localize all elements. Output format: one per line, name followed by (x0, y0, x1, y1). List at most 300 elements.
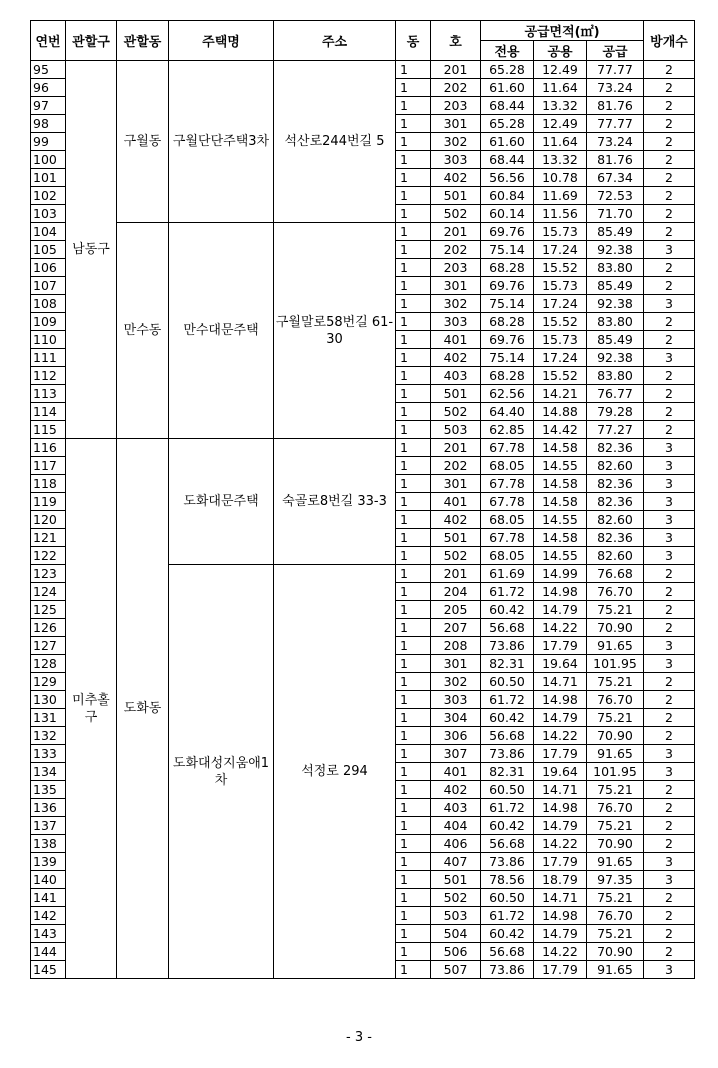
room-count: 3 (644, 637, 695, 655)
supply-area: 82.36 (587, 529, 644, 547)
common-area: 19.64 (534, 655, 587, 673)
exclusive-area: 82.31 (481, 763, 534, 781)
common-area: 17.79 (534, 637, 587, 655)
row-number: 104 (31, 223, 66, 241)
supply-area: 70.90 (587, 619, 644, 637)
building-number: 1 (396, 61, 431, 79)
row-number: 122 (31, 547, 66, 565)
building-number: 1 (396, 205, 431, 223)
room-count: 2 (644, 907, 695, 925)
supply-area: 76.68 (587, 565, 644, 583)
exclusive-area: 65.28 (481, 61, 534, 79)
room-count: 2 (644, 565, 695, 583)
exclusive-area: 56.68 (481, 727, 534, 745)
district-cell: 남동구 (66, 61, 117, 439)
exclusive-area: 67.78 (481, 529, 534, 547)
room-count: 3 (644, 961, 695, 979)
neighborhood-cell: 구월동 (117, 61, 169, 223)
address-cell: 숙골로8번길 33-3 (274, 439, 396, 565)
exclusive-area: 69.76 (481, 223, 534, 241)
room-count: 2 (644, 115, 695, 133)
unit-number: 204 (431, 583, 481, 601)
row-number: 120 (31, 511, 66, 529)
unit-number: 502 (431, 547, 481, 565)
building-number: 1 (396, 331, 431, 349)
unit-number: 203 (431, 259, 481, 277)
row-number: 102 (31, 187, 66, 205)
building-number: 1 (396, 115, 431, 133)
common-area: 12.49 (534, 115, 587, 133)
room-count: 2 (644, 79, 695, 97)
building-number: 1 (396, 187, 431, 205)
room-count: 2 (644, 403, 695, 421)
room-count: 2 (644, 889, 695, 907)
unit-number: 402 (431, 511, 481, 529)
exclusive-area: 73.86 (481, 961, 534, 979)
common-area: 14.99 (534, 565, 587, 583)
unit-number: 303 (431, 151, 481, 169)
supply-area: 76.70 (587, 907, 644, 925)
row-number: 101 (31, 169, 66, 187)
room-count: 2 (644, 925, 695, 943)
row-number: 133 (31, 745, 66, 763)
unit-number: 301 (431, 277, 481, 295)
common-area: 14.98 (534, 907, 587, 925)
row-number: 145 (31, 961, 66, 979)
building-number: 1 (396, 871, 431, 889)
common-area: 14.21 (534, 385, 587, 403)
supply-area: 75.21 (587, 817, 644, 835)
room-count: 2 (644, 421, 695, 439)
exclusive-area: 68.28 (481, 313, 534, 331)
unit-number: 402 (431, 169, 481, 187)
room-count: 2 (644, 187, 695, 205)
building-number: 1 (396, 781, 431, 799)
exclusive-area: 56.68 (481, 943, 534, 961)
common-area: 14.98 (534, 799, 587, 817)
common-area: 14.22 (534, 727, 587, 745)
unit-number: 401 (431, 331, 481, 349)
room-count: 2 (644, 691, 695, 709)
building-number: 1 (396, 79, 431, 97)
unit-number: 506 (431, 943, 481, 961)
exclusive-area: 73.86 (481, 745, 534, 763)
row-number: 100 (31, 151, 66, 169)
unit-number: 503 (431, 421, 481, 439)
row-number: 109 (31, 313, 66, 331)
building-number: 1 (396, 241, 431, 259)
row-number: 115 (31, 421, 66, 439)
building-number: 1 (396, 907, 431, 925)
supply-area: 70.90 (587, 835, 644, 853)
row-number: 98 (31, 115, 66, 133)
building-number: 1 (396, 619, 431, 637)
address-cell: 구월말로58번길 61-30 (274, 223, 396, 439)
common-area: 14.79 (534, 925, 587, 943)
supply-area: 83.80 (587, 313, 644, 331)
exclusive-area: 73.86 (481, 853, 534, 871)
supply-area: 73.24 (587, 133, 644, 151)
room-count: 2 (644, 673, 695, 691)
row-number: 137 (31, 817, 66, 835)
header-dong: 관할동 (117, 21, 169, 61)
header-common-area: 공용 (534, 41, 587, 61)
unit-number: 406 (431, 835, 481, 853)
row-number: 134 (31, 763, 66, 781)
supply-area: 91.65 (587, 745, 644, 763)
supply-area: 101.95 (587, 655, 644, 673)
room-count: 2 (644, 367, 695, 385)
unit-number: 304 (431, 709, 481, 727)
common-area: 15.73 (534, 223, 587, 241)
common-area: 15.73 (534, 277, 587, 295)
row-number: 116 (31, 439, 66, 457)
building-number: 1 (396, 97, 431, 115)
building-number: 1 (396, 763, 431, 781)
unit-number: 402 (431, 349, 481, 367)
room-count: 2 (644, 223, 695, 241)
supply-area: 85.49 (587, 223, 644, 241)
room-count: 3 (644, 871, 695, 889)
supply-area: 91.65 (587, 637, 644, 655)
exclusive-area: 56.56 (481, 169, 534, 187)
supply-area: 82.36 (587, 475, 644, 493)
house-name-cell: 만수대문주택 (169, 223, 274, 439)
common-area: 14.79 (534, 817, 587, 835)
supply-area: 79.28 (587, 403, 644, 421)
unit-number: 203 (431, 97, 481, 115)
room-count: 2 (644, 61, 695, 79)
unit-number: 407 (431, 853, 481, 871)
header-no: 연번 (31, 21, 66, 61)
unit-number: 401 (431, 763, 481, 781)
row-number: 119 (31, 493, 66, 511)
common-area: 14.22 (534, 835, 587, 853)
building-number: 1 (396, 493, 431, 511)
unit-number: 501 (431, 385, 481, 403)
row-number: 117 (31, 457, 66, 475)
room-count: 2 (644, 601, 695, 619)
common-area: 14.55 (534, 511, 587, 529)
common-area: 17.24 (534, 241, 587, 259)
row-number: 138 (31, 835, 66, 853)
room-count: 3 (644, 511, 695, 529)
building-number: 1 (396, 349, 431, 367)
row-number: 131 (31, 709, 66, 727)
room-count: 2 (644, 277, 695, 295)
building-number: 1 (396, 709, 431, 727)
unit-number: 502 (431, 205, 481, 223)
exclusive-area: 73.86 (481, 637, 534, 655)
common-area: 14.71 (534, 673, 587, 691)
room-count: 3 (644, 349, 695, 367)
exclusive-area: 61.72 (481, 907, 534, 925)
supply-area: 76.70 (587, 691, 644, 709)
building-number: 1 (396, 295, 431, 313)
building-number: 1 (396, 367, 431, 385)
supply-area: 77.77 (587, 61, 644, 79)
unit-number: 302 (431, 673, 481, 691)
supply-area: 76.70 (587, 583, 644, 601)
building-number: 1 (396, 259, 431, 277)
exclusive-area: 75.14 (481, 241, 534, 259)
building-number: 1 (396, 853, 431, 871)
exclusive-area: 68.44 (481, 97, 534, 115)
row-number: 97 (31, 97, 66, 115)
room-count: 2 (644, 151, 695, 169)
unit-number: 202 (431, 241, 481, 259)
exclusive-area: 60.50 (481, 889, 534, 907)
building-number: 1 (396, 655, 431, 673)
common-area: 13.32 (534, 151, 587, 169)
address-cell: 석정로 294 (274, 565, 396, 979)
room-count: 2 (644, 205, 695, 223)
common-area: 14.55 (534, 547, 587, 565)
table-row (31, 439, 695, 457)
exclusive-area: 67.78 (481, 493, 534, 511)
row-number: 124 (31, 583, 66, 601)
supply-area: 82.36 (587, 439, 644, 457)
housing-supply-table (30, 20, 695, 979)
row-number: 123 (31, 565, 66, 583)
exclusive-area: 61.72 (481, 583, 534, 601)
supply-area: 83.80 (587, 259, 644, 277)
exclusive-area: 56.68 (481, 835, 534, 853)
row-number: 112 (31, 367, 66, 385)
building-number: 1 (396, 385, 431, 403)
room-count: 2 (644, 835, 695, 853)
room-count: 3 (644, 475, 695, 493)
exclusive-area: 68.05 (481, 547, 534, 565)
address-cell: 석산로244번길 5 (274, 61, 396, 223)
room-count: 2 (644, 799, 695, 817)
building-number: 1 (396, 817, 431, 835)
row-number: 128 (31, 655, 66, 673)
common-area: 11.56 (534, 205, 587, 223)
supply-area: 82.60 (587, 547, 644, 565)
unit-number: 502 (431, 889, 481, 907)
unit-number: 201 (431, 439, 481, 457)
room-count: 2 (644, 727, 695, 745)
row-number: 141 (31, 889, 66, 907)
building-number: 1 (396, 547, 431, 565)
room-count: 3 (644, 241, 695, 259)
room-count: 2 (644, 331, 695, 349)
header-area-group: 공급면적(㎡) (481, 21, 644, 41)
row-number: 105 (31, 241, 66, 259)
common-area: 17.24 (534, 349, 587, 367)
unit-number: 507 (431, 961, 481, 979)
room-count: 2 (644, 817, 695, 835)
room-count: 2 (644, 169, 695, 187)
exclusive-area: 61.72 (481, 691, 534, 709)
exclusive-area: 69.76 (481, 277, 534, 295)
table-body (31, 61, 695, 979)
table-row (31, 223, 695, 241)
common-area: 12.49 (534, 61, 587, 79)
common-area: 14.71 (534, 781, 587, 799)
header-unit: 호 (431, 21, 481, 61)
room-count: 2 (644, 259, 695, 277)
header-address: 주소 (274, 21, 396, 61)
building-number: 1 (396, 889, 431, 907)
building-number: 1 (396, 151, 431, 169)
supply-area: 71.70 (587, 205, 644, 223)
exclusive-area: 60.50 (481, 673, 534, 691)
supply-area: 83.80 (587, 367, 644, 385)
exclusive-area: 75.14 (481, 295, 534, 313)
exclusive-area: 60.42 (481, 817, 534, 835)
common-area: 14.55 (534, 457, 587, 475)
common-area: 17.79 (534, 853, 587, 871)
supply-area: 85.49 (587, 277, 644, 295)
exclusive-area: 60.42 (481, 601, 534, 619)
building-number: 1 (396, 925, 431, 943)
building-number: 1 (396, 691, 431, 709)
building-number: 1 (396, 421, 431, 439)
house-name-cell: 도화대성지움애1차 (169, 565, 274, 979)
common-area: 14.98 (534, 583, 587, 601)
supply-area: 75.21 (587, 889, 644, 907)
supply-area: 97.35 (587, 871, 644, 889)
common-area: 14.22 (534, 619, 587, 637)
table-row (31, 61, 695, 79)
row-number: 135 (31, 781, 66, 799)
row-number: 136 (31, 799, 66, 817)
row-number: 126 (31, 619, 66, 637)
unit-number: 501 (431, 529, 481, 547)
supply-area: 67.34 (587, 169, 644, 187)
header-exclusive-area: 전용 (481, 41, 534, 61)
exclusive-area: 68.28 (481, 367, 534, 385)
unit-number: 301 (431, 655, 481, 673)
header-supply-area: 공급 (587, 41, 644, 61)
common-area: 14.58 (534, 439, 587, 457)
row-number: 125 (31, 601, 66, 619)
exclusive-area: 68.28 (481, 259, 534, 277)
unit-number: 302 (431, 295, 481, 313)
header-gu: 관할구 (66, 21, 117, 61)
unit-number: 403 (431, 367, 481, 385)
row-number: 129 (31, 673, 66, 691)
neighborhood-cell: 만수동 (117, 223, 169, 439)
building-number: 1 (396, 565, 431, 583)
unit-number: 502 (431, 403, 481, 421)
row-number: 107 (31, 277, 66, 295)
exclusive-area: 60.42 (481, 709, 534, 727)
common-area: 17.24 (534, 295, 587, 313)
supply-area: 91.65 (587, 961, 644, 979)
row-number: 140 (31, 871, 66, 889)
row-number: 142 (31, 907, 66, 925)
room-count: 2 (644, 385, 695, 403)
house-name-cell: 도화대문주택 (169, 439, 274, 565)
exclusive-area: 56.68 (481, 619, 534, 637)
unit-number: 201 (431, 565, 481, 583)
unit-number: 303 (431, 691, 481, 709)
row-number: 95 (31, 61, 66, 79)
building-number: 1 (396, 169, 431, 187)
building-number: 1 (396, 637, 431, 655)
row-number: 144 (31, 943, 66, 961)
unit-number: 208 (431, 637, 481, 655)
common-area: 13.32 (534, 97, 587, 115)
exclusive-area: 61.60 (481, 133, 534, 151)
supply-area: 75.21 (587, 709, 644, 727)
room-count: 2 (644, 943, 695, 961)
room-count: 3 (644, 745, 695, 763)
supply-area: 92.38 (587, 349, 644, 367)
building-number: 1 (396, 223, 431, 241)
common-area: 14.22 (534, 943, 587, 961)
unit-number: 205 (431, 601, 481, 619)
common-area: 15.52 (534, 313, 587, 331)
exclusive-area: 60.42 (481, 925, 534, 943)
unit-number: 202 (431, 457, 481, 475)
common-area: 14.79 (534, 601, 587, 619)
supply-area: 75.21 (587, 601, 644, 619)
exclusive-area: 68.05 (481, 457, 534, 475)
common-area: 14.58 (534, 493, 587, 511)
exclusive-area: 64.40 (481, 403, 534, 421)
exclusive-area: 61.72 (481, 799, 534, 817)
unit-number: 402 (431, 781, 481, 799)
supply-area: 77.27 (587, 421, 644, 439)
supply-area: 70.90 (587, 727, 644, 745)
common-area: 18.79 (534, 871, 587, 889)
row-number: 143 (31, 925, 66, 943)
room-count: 2 (644, 709, 695, 727)
room-count: 3 (644, 547, 695, 565)
exclusive-area: 82.31 (481, 655, 534, 673)
unit-number: 202 (431, 79, 481, 97)
row-number: 110 (31, 331, 66, 349)
common-area: 14.98 (534, 691, 587, 709)
unit-number: 301 (431, 475, 481, 493)
room-count: 3 (644, 853, 695, 871)
room-count: 2 (644, 133, 695, 151)
supply-area: 85.49 (587, 331, 644, 349)
room-count: 3 (644, 529, 695, 547)
common-area: 14.71 (534, 889, 587, 907)
row-number: 127 (31, 637, 66, 655)
row-number: 114 (31, 403, 66, 421)
room-count: 3 (644, 763, 695, 781)
room-count: 2 (644, 781, 695, 799)
building-number: 1 (396, 835, 431, 853)
room-count: 2 (644, 619, 695, 637)
common-area: 19.64 (534, 763, 587, 781)
supply-area: 77.77 (587, 115, 644, 133)
row-number: 132 (31, 727, 66, 745)
supply-area: 76.77 (587, 385, 644, 403)
exclusive-area: 60.84 (481, 187, 534, 205)
room-count: 2 (644, 97, 695, 115)
common-area: 14.42 (534, 421, 587, 439)
building-number: 1 (396, 403, 431, 421)
common-area: 14.79 (534, 709, 587, 727)
common-area: 17.79 (534, 961, 587, 979)
supply-area: 82.60 (587, 511, 644, 529)
row-number: 121 (31, 529, 66, 547)
common-area: 14.58 (534, 475, 587, 493)
room-count: 3 (644, 457, 695, 475)
exclusive-area: 61.60 (481, 79, 534, 97)
exclusive-area: 68.44 (481, 151, 534, 169)
common-area: 11.64 (534, 133, 587, 151)
exclusive-area: 60.50 (481, 781, 534, 799)
common-area: 15.52 (534, 367, 587, 385)
